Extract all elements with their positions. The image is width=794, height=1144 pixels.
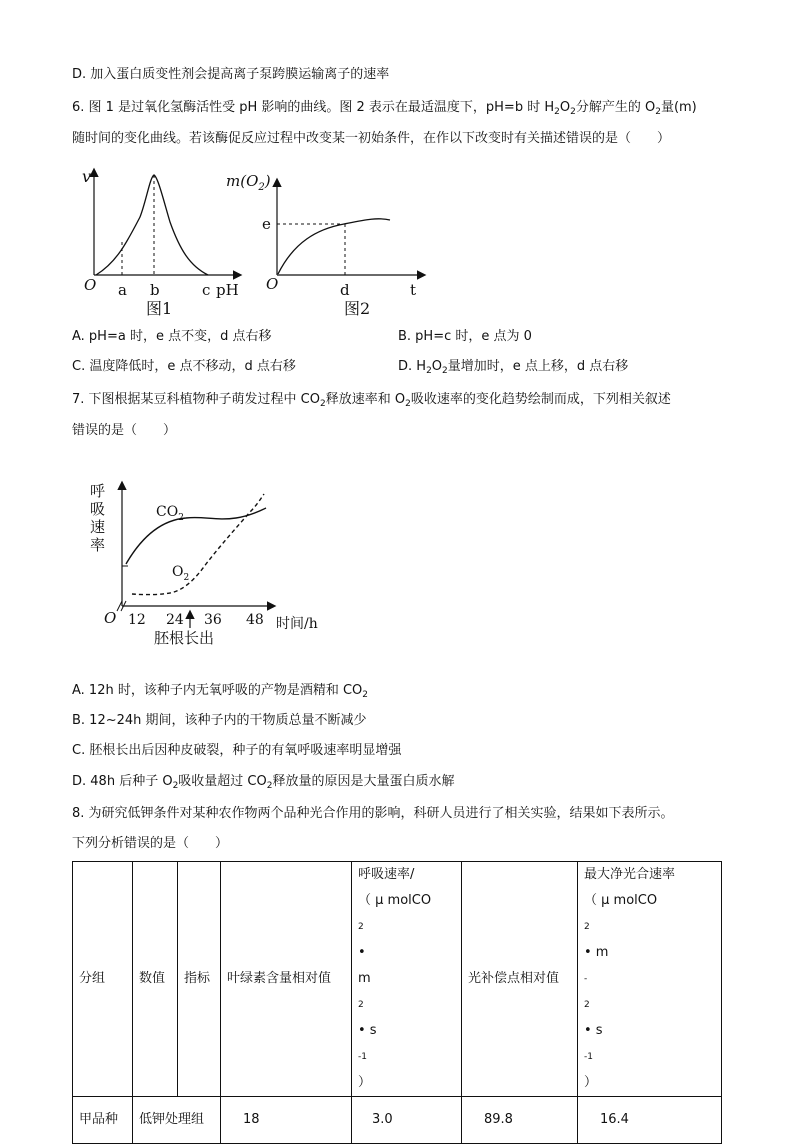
- fig2-tick-d: d: [340, 281, 350, 299]
- q7-figure: [86, 478, 336, 650]
- fig2-y-label: $m(O_2)$: [226, 172, 271, 193]
- q6-option-a: A. pH=a 时，e 点不变，d 点右移: [72, 329, 272, 344]
- q7-option-a: A. 12h 时，该种子内无氧呼吸的产物是酒精和 $CO_2$: [72, 683, 369, 700]
- cell-treatment: 低钾处理组: [133, 1097, 221, 1144]
- q7-y-label-3: 速: [90, 518, 106, 536]
- q7-option-b: B. 12~24h 期间，该种子内的干物质总量不断减少: [72, 713, 367, 728]
- q7-o2-curve: [132, 494, 264, 595]
- cell-max-photosynthesis: 16.4: [578, 1097, 722, 1144]
- q7-y-label-2: 吸: [90, 500, 106, 518]
- cell-group: 甲品种: [73, 1097, 133, 1144]
- q6-figures: [72, 162, 452, 322]
- figure-2: [226, 172, 424, 318]
- fig1-y-label: v: [82, 167, 92, 186]
- fig1-activity-curve: [96, 175, 208, 275]
- fig2-o2-curve: [278, 219, 390, 274]
- q7-x-label: 时间/h: [276, 616, 318, 632]
- table-header-row: [73, 862, 722, 1097]
- q5-option-d: D. 加入蛋白质变性剂会提高离子泵跨膜运输离子的速率: [72, 67, 390, 82]
- header-group: 分组: [73, 862, 133, 1097]
- fig1-caption: 图1: [146, 299, 173, 318]
- fig2-tick-e: e: [262, 215, 271, 233]
- q7-tick-36: 36: [204, 612, 222, 628]
- cell-chlorophyll: 18: [221, 1097, 352, 1144]
- fig2-x-label: t: [410, 281, 417, 299]
- q7-option-c: C. 胚根长出后因种皮破裂，种子的有氧呼吸速率明显增强: [72, 743, 402, 758]
- q7-tick-12: 12: [128, 612, 146, 628]
- q8-stem-line1: 8. 为研究低钾条件对某种农作物两个品种光合作用的影响，科研人员进行了相关实验，结果如下表所示。: [72, 806, 674, 821]
- q7-option-d: D. 48h 后种子 $O_2$吸收量超过 $CO_2$释放量的原因是大量蛋白质水解: [72, 774, 455, 791]
- header-chlorophyll: 叶绿素含量相对值: [221, 862, 352, 1097]
- fig1-tick-a: a: [118, 281, 127, 299]
- q8-results-table: [72, 861, 722, 1144]
- q7-origin: O: [104, 609, 117, 627]
- q6-option-c: C. 温度降低时，e 点不移动，d 点右移: [72, 359, 296, 374]
- fig1-origin: O: [84, 276, 97, 294]
- q7-o2-label: $O_2$: [172, 564, 190, 583]
- q7-y-label-1: 呼: [90, 482, 106, 500]
- fig1-tick-b: b: [150, 281, 160, 299]
- fig1-tick-c: c: [202, 281, 211, 299]
- q6-stem-line2: 随时间的变化曲线。若该酶促反应过程中改变某一初始条件，在作以下改变时有关描述错误的是（ ）: [72, 131, 671, 146]
- header-max-photosynthesis: 最大净光合速率 （ μ molCO 2 • m - 2 • s -1 ）: [578, 862, 722, 1097]
- q6-option-d: D. $H_2O_2$量增加时，e 点上移，d 点右移: [398, 359, 629, 376]
- q7-co2-curve: [126, 508, 266, 564]
- q6-stem-line1: 6. 图 1 是过氧化氢酶活性受 pH 影响的曲线。图 2 表示在最适温度下，pH=b 时 $H_2O_2$分解产生的 $O_2$量(m): [72, 100, 697, 117]
- q7-co2-label: $CO_2$: [156, 504, 184, 523]
- fig2-caption: 图2: [344, 299, 371, 318]
- fig1-x-label: pH: [216, 281, 239, 299]
- cell-compensation: 89.8: [462, 1097, 578, 1144]
- q7-tick-48: 48: [246, 612, 264, 628]
- cell-respiration: 3.0: [352, 1097, 462, 1144]
- q8-stem-line2: 下列分析错误的是（ ）: [72, 836, 229, 851]
- q7-stem-line2: 错误的是（ ）: [72, 423, 177, 438]
- header-respiration: 呼吸速率/ （ μ molCO 2 • m 2 • s -1 ）: [352, 862, 462, 1097]
- header-value: 数值: [133, 862, 178, 1097]
- header-compensation: 光补偿点相对值: [462, 862, 578, 1097]
- table-row: [73, 1097, 722, 1144]
- header-index: 指标: [178, 862, 221, 1097]
- figure-1: [82, 167, 240, 318]
- q7-y-label-4: 率: [90, 536, 106, 554]
- fig2-origin: O: [266, 275, 279, 293]
- q7-annotation: 胚根长出: [154, 629, 215, 647]
- q7-tick-24: 24: [166, 612, 184, 628]
- q7-stem-line1: 7. 下图根据某豆科植物种子萌发过程中 $CO_2$释放速率和 $O_2$吸收速率的变化趋势绘制而成，下列相关叙述: [72, 392, 671, 409]
- q6-option-b: B. pH=c 时，e 点为 0: [398, 329, 532, 344]
